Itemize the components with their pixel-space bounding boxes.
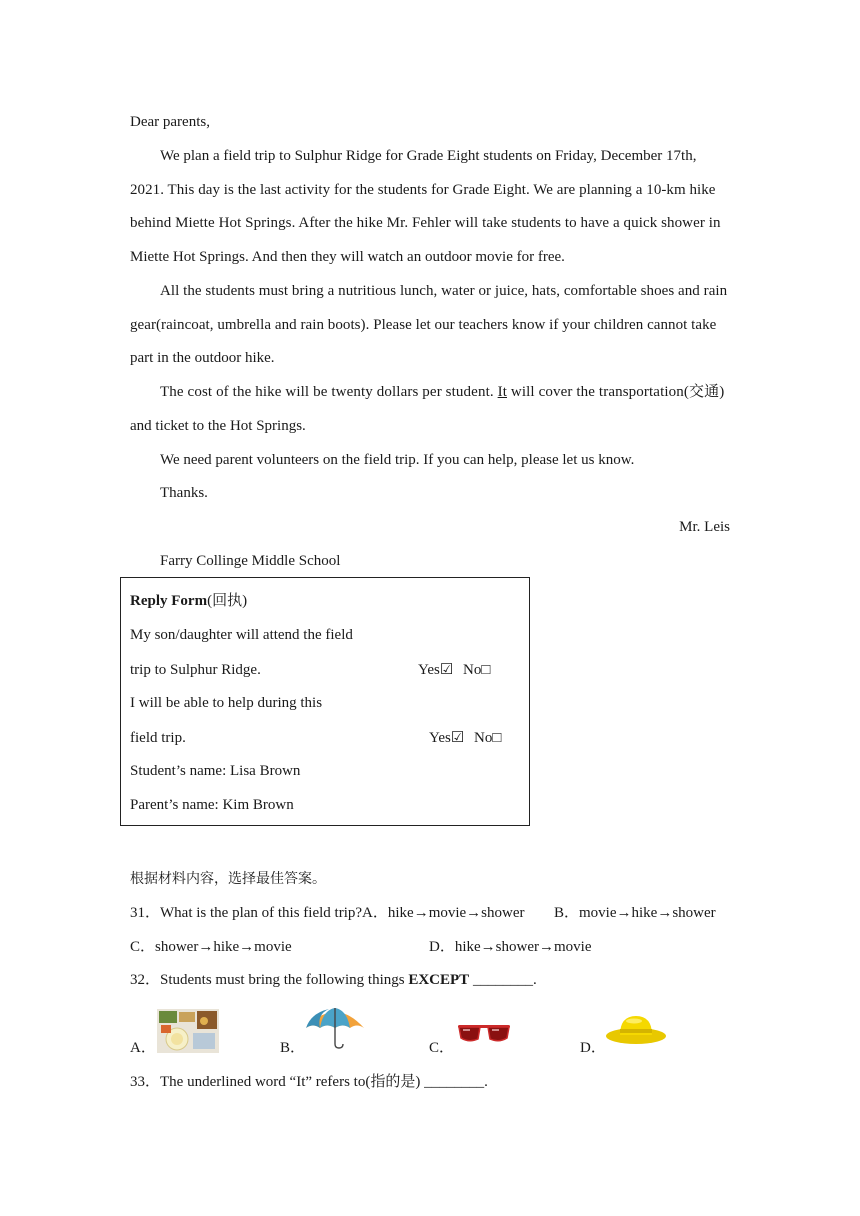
q32-option-b: B． [280,1040,306,1056]
instructions: 根据材料内容，选择最佳答案。 [130,871,326,887]
signature: Mr. Leis [679,519,730,535]
q32-stem-after: ________. [472,972,537,988]
q33-stem: 33．The underlined word “It” refers to(指的是) ________. [130,1074,488,1090]
p1-line3: behind Miette Hot Springs. After the hike Mr. Fehler will take students to have a quick shower in [130,215,721,231]
p3-text-before: The cost of the hike will be twenty dollars per student. [160,384,494,400]
q32-stem [130,970,537,990]
p2-line3: part in the outdoor hike. [130,350,275,366]
salutation: Dear parents, [130,114,210,130]
q1-line2: trip to Sulphur Ridge. [130,662,261,678]
reply-form-title-bold: Reply Form [130,593,208,609]
q2-line2: field trip. [130,730,186,746]
q31-option-c: C．shower→hike→movie [130,939,292,955]
q32-stem-bold: EXCEPT [408,972,470,988]
q1-line1: My son/daughter will attend the field [130,627,353,643]
closing: Thanks. [160,485,208,501]
sunglasses-image [456,1021,512,1047]
q32-option-a: A． [130,1040,156,1056]
q32-option-d: D． [580,1040,606,1056]
lunch-image [157,1009,219,1053]
p1-line4: Miette Hot Springs. And then they will watch an outdoor movie for free. [130,249,565,265]
reply-form-title-cn: (回执) [207,593,248,609]
q31-option-b: B．movie→hike→shower [554,905,716,921]
p1-line2: 2021. This day is the last activity for the students for Grade Eight. We are planning a 10-km hike [130,182,716,198]
underlined-it: It [497,384,508,400]
q31-stem: 31．What is the plan of this field trip?A．hike→movie→shower [130,905,525,921]
q2-line1: I will be able to help during this [130,695,323,711]
hat-image [604,1012,668,1046]
p1-line1: We plan a field trip to Sulphur Ridge for Grade Eight students on Friday, December 17th, [160,148,697,164]
q32-option-c: C． [429,1040,455,1056]
q32-stem-before: 32．Students must bring the following things [130,972,405,988]
q1-answer: Yes☑ No□ [418,662,491,678]
umbrella-image [303,1004,367,1050]
p3-line2: and ticket to the Hot Springs. [130,418,306,434]
q2-answer: Yes☑ No□ [429,730,502,746]
school-name: Farry Collinge Middle School [160,553,341,569]
p2-line1: All the students must bring a nutritious lunch, water or juice, hats, comfortable shoes and rain [160,283,728,299]
student-name: Student’s name: Lisa Brown [130,763,301,779]
p3-text-after: will cover the transportation(交通) [510,384,725,400]
p2-line2: gear(raincoat, umbrella and rain boots). Please let our teachers know if your children cannot take [130,317,717,333]
q31-option-d: D．hike→shower→movie [429,939,592,955]
reply-form-title [130,591,247,611]
p4: We need parent volunteers on the field trip. If you can help, please let us know. [160,452,635,468]
parent-name: Parent’s name: Kim Brown [130,797,294,813]
p3-line1 [160,382,724,402]
